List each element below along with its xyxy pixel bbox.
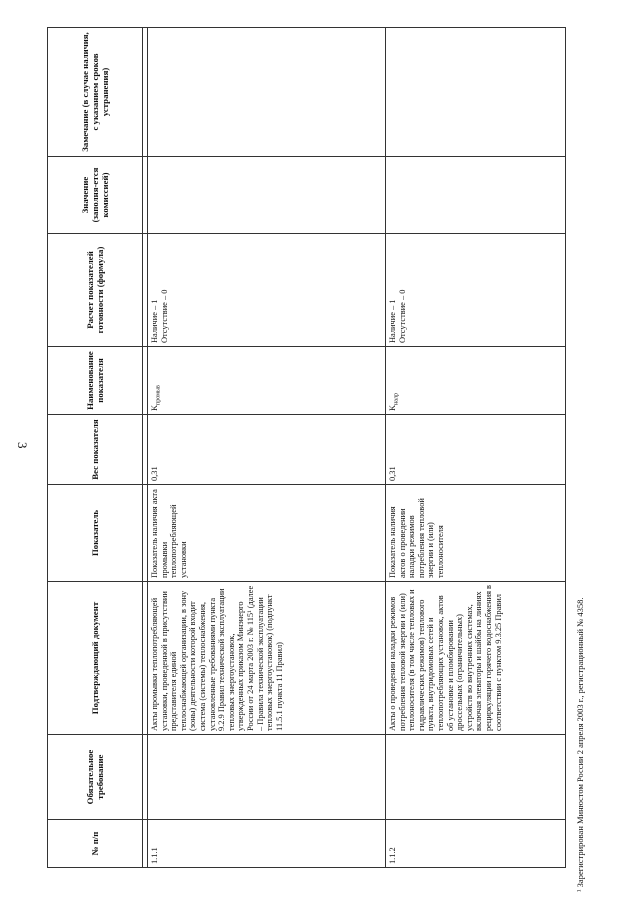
row-document: Акты о проведении наладки режимов потребления тепловой энергии и (или) теплоносителя (в том числе тепловых и гидравлических режимов) теплового пункта, внутридомовых сетей и теплопотребляющих установок, актов об установке и пломбировании дроссельных (ограничительных) устройств во внутренних системах, включая элеваторы и шайбы на линиях рециркуляции горячего водоснабжения в соответствии с пунктом 9.3.25 Правил: [386, 582, 566, 735]
table-header-row: [48, 28, 143, 868]
row-num: 1.1.1: [148, 820, 386, 868]
row-weight: 0,31: [386, 415, 566, 485]
row-indicator: Показатель наличия актов о проведении наладки режимов потребления тепловой энергии и (или) теплоносителя: [386, 485, 566, 582]
row-formula: [386, 234, 566, 347]
row-formula: [148, 234, 386, 347]
header-name: Наименование показателя: [48, 347, 143, 415]
table-row: [148, 28, 386, 868]
indicator-subscript: налр: [393, 393, 400, 405]
row-num: 1.1.2: [386, 820, 566, 868]
row-indicator-name: [386, 347, 566, 415]
formula-absence: Отсутствие – 0: [397, 289, 407, 343]
indicator-symbol: K: [388, 404, 397, 411]
row-requirement: [148, 735, 386, 820]
header-num: № п/п: [48, 820, 143, 868]
header-remark: Замечание (в случае наличия, с указанием сроков устранения): [48, 28, 143, 157]
row-document: Акты промывки теплопотребляющей установки, проведенной в присутствии представителя единой теплоснабжающей организации, в зону (зоны) деятельности которой входит система (системы) теплоснабжения, установленные требованиями пункта 9.2.9 Правил технической эксплуатации тепловых энергоустановок, утвержденных приказом Минэнерго России от 24 марта 2003 г. № 115¹ (далее – Правила технической эксплуатации тепловых энергоустановок) (подпункт 11.5.1 пункта 11 Правил): [148, 582, 386, 735]
row-weight: 0,31: [148, 415, 386, 485]
row-remark: [386, 28, 566, 157]
formula-absence: Отсутствие – 0: [159, 289, 169, 343]
indicator-subscript: промыв: [155, 385, 162, 405]
header-requirement: Обязательное требование: [48, 735, 143, 820]
row-indicator-name: [148, 347, 386, 415]
row-value: [386, 157, 566, 234]
row-indicator: Показатель наличия акта промывки теплопотребляющей установки: [148, 485, 386, 582]
formula-presence: Наличие – 1: [388, 299, 397, 343]
readiness-indicators-table-wrapper: [47, 28, 563, 868]
indicator-symbol: K: [150, 404, 159, 411]
header-indicator: Показатель: [48, 485, 143, 582]
footnote: ¹ Зарегистрирован Минюстом России 2 апреля 2003 г., регистрационный № 4358.: [575, 597, 585, 892]
header-formula: Расчет показателей готовности (формула): [48, 234, 143, 347]
formula-presence: Наличие – 1: [150, 299, 159, 343]
header-value: Значение (заполня-ется комиссией): [48, 157, 143, 234]
page-number: 3: [15, 442, 30, 449]
row-value: [148, 157, 386, 234]
header-weight: Вес показателя: [48, 415, 143, 485]
header-document: Подтверждающий документ: [48, 582, 143, 735]
readiness-indicators-table: [47, 27, 566, 868]
row-requirement: [386, 735, 566, 820]
table-row: [386, 28, 566, 868]
row-remark: [148, 28, 386, 157]
